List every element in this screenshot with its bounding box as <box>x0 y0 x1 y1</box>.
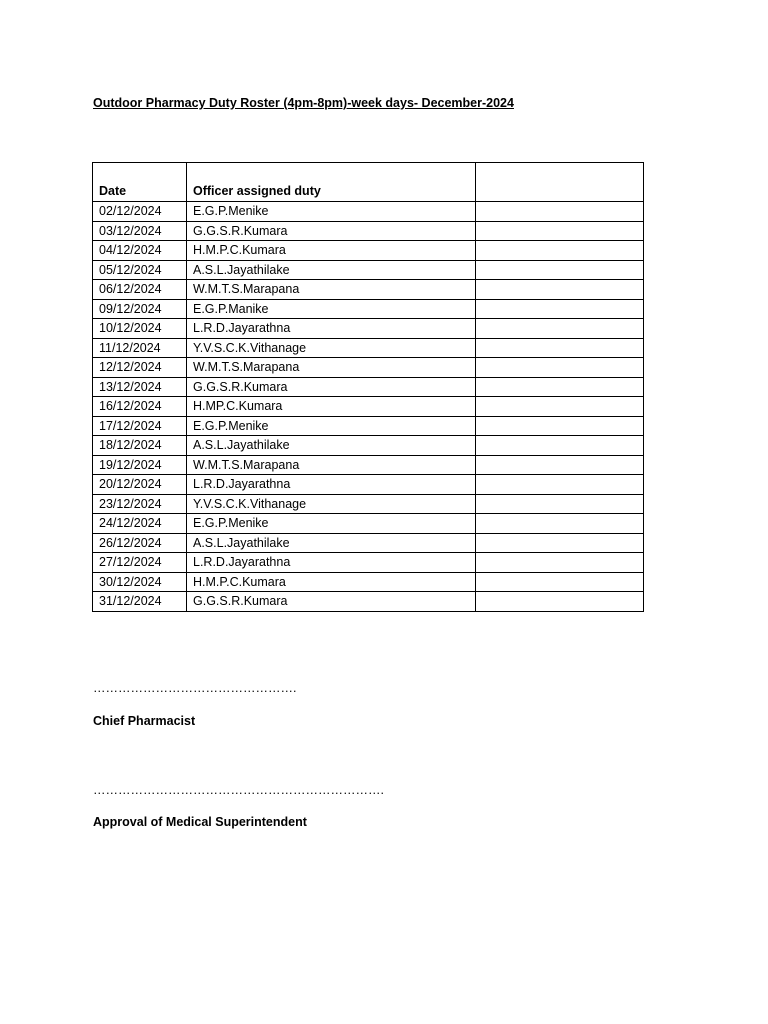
date-cell: 20/12/2024 <box>93 475 187 495</box>
blank-cell <box>476 241 644 261</box>
officer-cell: Y.V.S.C.K.Vithanage <box>187 494 476 514</box>
medical-superintendent-label: Approval of Medical Superintendent <box>93 815 307 829</box>
blank-cell <box>476 280 644 300</box>
officer-cell: E.G.P.Menike <box>187 514 476 534</box>
date-cell: 24/12/2024 <box>93 514 187 534</box>
medical-superintendent-signature-line: ……………………………………………………………. <box>93 783 384 797</box>
table-row <box>93 475 644 495</box>
officer-cell: A.S.L.Jayathilake <box>187 436 476 456</box>
officer-cell: Y.V.S.C.K.Vithanage <box>187 338 476 358</box>
table-header-row <box>93 163 644 202</box>
date-cell: 30/12/2024 <box>93 572 187 592</box>
table-row <box>93 338 644 358</box>
duty-roster-table <box>92 162 644 612</box>
column-header-date: Date <box>93 163 187 202</box>
table-row <box>93 572 644 592</box>
blank-cell <box>476 416 644 436</box>
table-row <box>93 436 644 456</box>
officer-cell: A.S.L.Jayathilake <box>187 533 476 553</box>
date-cell: 18/12/2024 <box>93 436 187 456</box>
date-cell: 23/12/2024 <box>93 494 187 514</box>
table-row <box>93 397 644 417</box>
date-cell: 04/12/2024 <box>93 241 187 261</box>
officer-cell: H.MP.C.Kumara <box>187 397 476 417</box>
officer-cell: G.G.S.R.Kumara <box>187 592 476 612</box>
table-row <box>93 241 644 261</box>
date-cell: 19/12/2024 <box>93 455 187 475</box>
chief-pharmacist-signature-line: …………………………………………. <box>93 681 297 695</box>
blank-cell <box>476 533 644 553</box>
table-row <box>93 280 644 300</box>
date-cell: 16/12/2024 <box>93 397 187 417</box>
table-row <box>93 260 644 280</box>
date-cell: 02/12/2024 <box>93 202 187 222</box>
blank-cell <box>476 397 644 417</box>
blank-cell <box>476 377 644 397</box>
officer-cell: G.G.S.R.Kumara <box>187 377 476 397</box>
date-cell: 10/12/2024 <box>93 319 187 339</box>
officer-cell: E.G.P.Menike <box>187 202 476 222</box>
table-row <box>93 221 644 241</box>
officer-cell: H.M.P.C.Kumara <box>187 572 476 592</box>
officer-cell: E.G.P.Menike <box>187 416 476 436</box>
table-row <box>93 553 644 573</box>
date-cell: 11/12/2024 <box>93 338 187 358</box>
date-cell: 31/12/2024 <box>93 592 187 612</box>
table-row <box>93 455 644 475</box>
officer-cell: L.R.D.Jayarathna <box>187 319 476 339</box>
blank-cell <box>476 319 644 339</box>
date-cell: 26/12/2024 <box>93 533 187 553</box>
date-cell: 09/12/2024 <box>93 299 187 319</box>
date-cell: 06/12/2024 <box>93 280 187 300</box>
officer-cell: H.M.P.C.Kumara <box>187 241 476 261</box>
blank-cell <box>476 221 644 241</box>
table-row <box>93 514 644 534</box>
blank-cell <box>476 592 644 612</box>
column-header-blank <box>476 163 644 202</box>
blank-cell <box>476 299 644 319</box>
officer-cell: W.M.T.S.Marapana <box>187 455 476 475</box>
table-row <box>93 416 644 436</box>
date-cell: 13/12/2024 <box>93 377 187 397</box>
officer-cell: L.R.D.Jayarathna <box>187 475 476 495</box>
officer-cell: G.G.S.R.Kumara <box>187 221 476 241</box>
blank-cell <box>476 358 644 378</box>
table-row <box>93 299 644 319</box>
table-row <box>93 358 644 378</box>
document-title: Outdoor Pharmacy Duty Roster (4pm-8pm)-week days- December-2024 <box>93 96 514 110</box>
date-cell: 03/12/2024 <box>93 221 187 241</box>
table-row <box>93 592 644 612</box>
blank-cell <box>476 553 644 573</box>
table-row <box>93 494 644 514</box>
blank-cell <box>476 494 644 514</box>
blank-cell <box>476 475 644 495</box>
blank-cell <box>476 260 644 280</box>
blank-cell <box>476 436 644 456</box>
date-cell: 27/12/2024 <box>93 553 187 573</box>
column-header-officer: Officer assigned duty <box>187 163 476 202</box>
chief-pharmacist-label: Chief Pharmacist <box>93 714 196 728</box>
date-cell: 12/12/2024 <box>93 358 187 378</box>
blank-cell <box>476 514 644 534</box>
date-cell: 05/12/2024 <box>93 260 187 280</box>
table-row <box>93 202 644 222</box>
officer-cell: A.S.L.Jayathilake <box>187 260 476 280</box>
officer-cell: E.G.P.Manike <box>187 299 476 319</box>
officer-cell: W.M.T.S.Marapana <box>187 280 476 300</box>
table-row <box>93 377 644 397</box>
blank-cell <box>476 202 644 222</box>
table-row <box>93 319 644 339</box>
date-cell: 17/12/2024 <box>93 416 187 436</box>
blank-cell <box>476 338 644 358</box>
blank-cell <box>476 455 644 475</box>
officer-cell: W.M.T.S.Marapana <box>187 358 476 378</box>
blank-cell <box>476 572 644 592</box>
officer-cell: L.R.D.Jayarathna <box>187 553 476 573</box>
table-row <box>93 533 644 553</box>
